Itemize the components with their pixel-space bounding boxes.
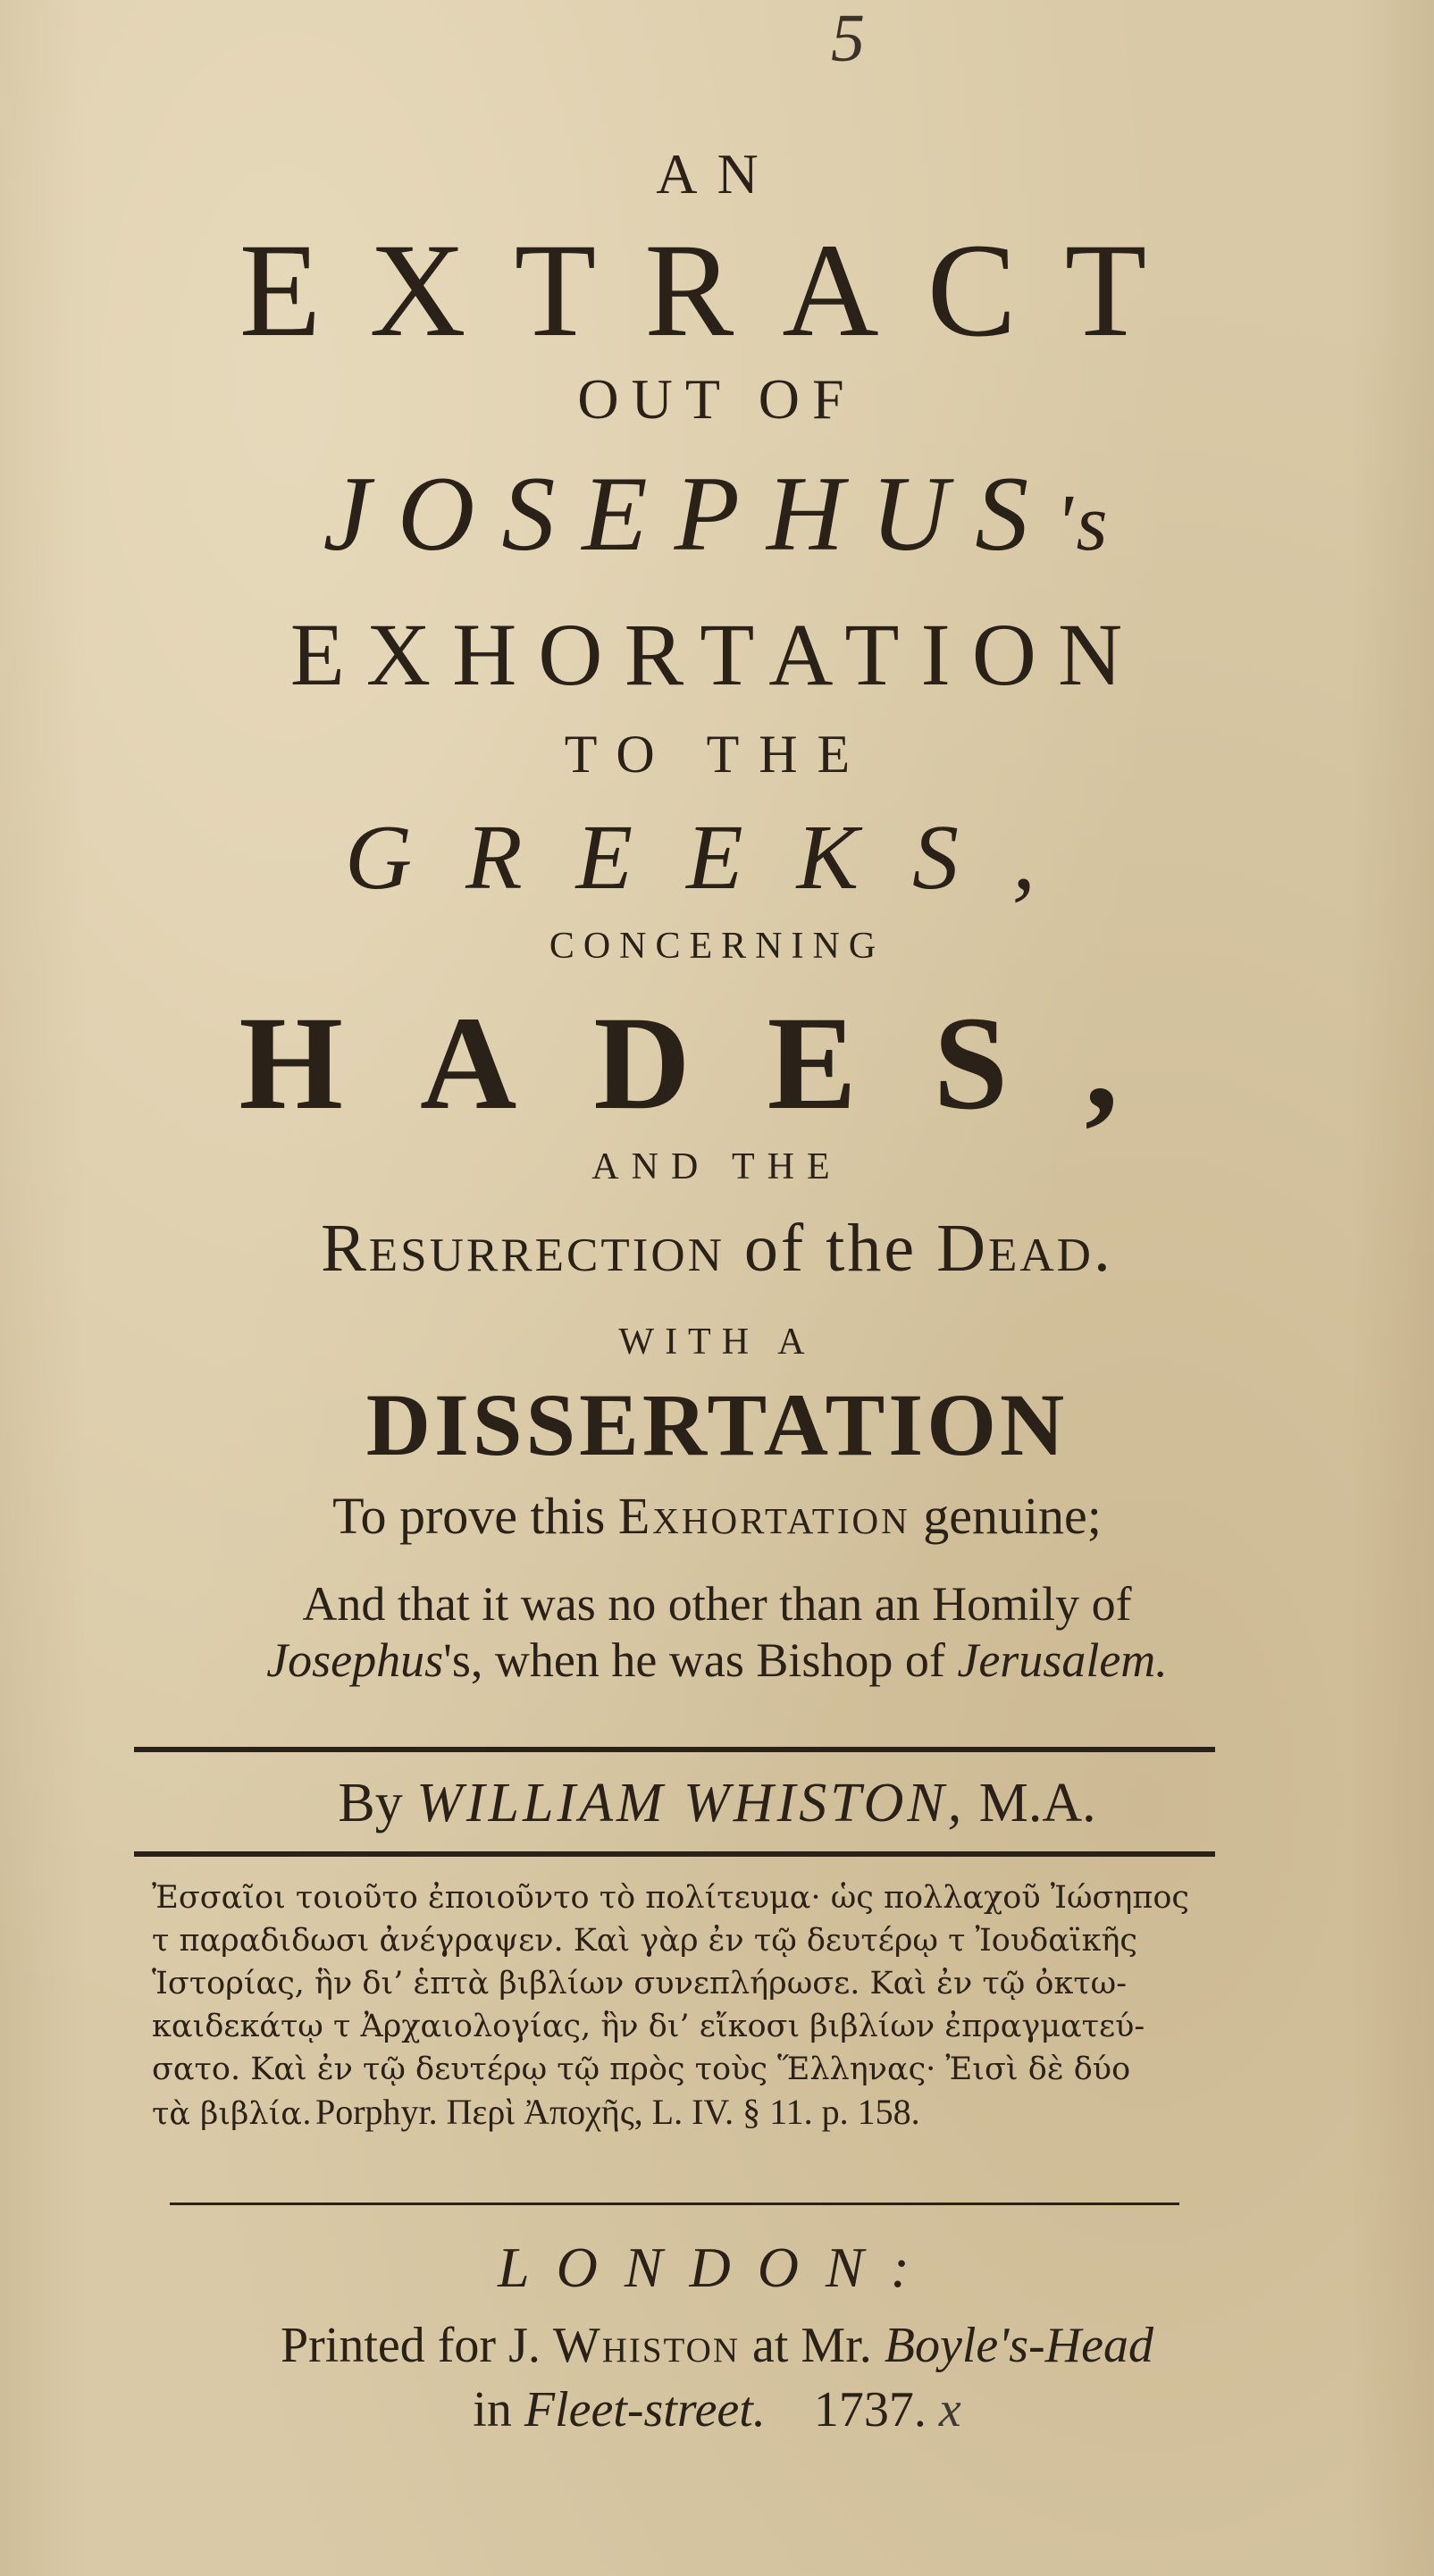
dissertation-line1-b: Exhortation xyxy=(617,1487,910,1545)
epigraph-line: καιδεκάτῳ τ Ἀρχαιολογίας, ἣν δι’ εἴκοσι βιβλίων ἐπραγματεύ- xyxy=(152,2009,1145,2044)
imprint-line2 xyxy=(0,2379,1434,2441)
epigraph-line: τὰ βιβλία. xyxy=(152,2096,312,2132)
dissertation-line1 xyxy=(0,1485,1434,1548)
imprint-line1-b: Whiston xyxy=(552,2318,741,2373)
byline-by: By xyxy=(338,1773,403,1833)
imprint-line1-d: Boyle's-Head xyxy=(884,2318,1153,2373)
title-concerning: CONCERNING xyxy=(549,926,885,967)
page-number: 5 xyxy=(831,1,865,76)
epigraph-citation: Porphyr. Περὶ Ἀποχῆς, L. IV. § 11. p. 158. xyxy=(314,2092,920,2132)
rule-above-imprint xyxy=(170,2203,1179,2205)
title-josephus-line xyxy=(0,451,1434,586)
title-resurrection: Resurrection xyxy=(321,1211,725,1286)
dissertation-line3 xyxy=(0,1631,1434,1690)
imprint-line2-b: Fleet-street. xyxy=(524,2382,766,2438)
dissertation-heading: DISSERTATION xyxy=(365,1375,1069,1474)
title-dead: Dead. xyxy=(936,1211,1113,1286)
imprint-line1-a: Printed for J. xyxy=(281,2318,541,2373)
imprint-line2-a: in xyxy=(473,2382,512,2438)
byline-author: WILLIAM WHISTON, xyxy=(416,1773,966,1833)
dissertation-line1-a: To prove this xyxy=(332,1487,606,1545)
title-exhortation: EXHORTATION xyxy=(289,605,1145,704)
rule-above-byline xyxy=(134,1747,1215,1752)
dissertation-line3-b: 's, when he was Bishop of xyxy=(443,1633,945,1687)
title-hades: HADES, xyxy=(239,989,1195,1137)
epigraph-line: τ παραδιδωσι ἀνέγραψεν. Καὶ γὰρ ἐν τῷ δευτέρῳ τ Ἰουδαϊκῆς xyxy=(152,1923,1138,1959)
imprint-line1-c: at Mr. xyxy=(752,2318,872,2373)
title-josephus: JOSEPHUS xyxy=(323,454,1056,573)
handwritten-mark: x xyxy=(938,2382,961,2438)
dissertation-line1-c: genuine; xyxy=(923,1487,1102,1545)
imprint-city: LONDON: xyxy=(498,2236,936,2299)
epigraph xyxy=(152,1876,1260,2135)
epigraph-line: Ἱστορίας, ἣν δι’ ἑπτὰ βιβλίων συνεπλήρωσε. Καὶ ἐν τῷ ὀκτω- xyxy=(152,1966,1128,2001)
dissertation-line2: And that it was no other than an Homily of xyxy=(302,1577,1132,1631)
title-and-the: AND THE xyxy=(591,1146,843,1187)
title-of-the: of the xyxy=(743,1211,918,1286)
title-josephus-suffix: 's xyxy=(1055,479,1111,567)
title-greeks: GREEKS, xyxy=(344,806,1090,909)
imprint-line1 xyxy=(0,2314,1434,2377)
dissertation-line3-a: Josephus xyxy=(266,1633,444,1687)
title-extract: EXTRACT xyxy=(239,216,1195,365)
epigraph-line: Ἐσσαῖοι τοιοῦτο ἐποιοῦντο τὸ πολίτευμα· ὡς πολλαχοῦ Ἰώσηπος xyxy=(152,1880,1190,1916)
byline xyxy=(0,1767,1434,1839)
imprint-year: 1737. xyxy=(813,2382,927,2438)
title-out-of: OUT OF xyxy=(577,367,857,431)
title-resurrection-line xyxy=(0,1208,1434,1288)
rule-below-byline xyxy=(134,1851,1215,1857)
byline-degree: M.A. xyxy=(978,1773,1096,1833)
dissertation-with-a: WITH A xyxy=(618,1322,816,1363)
dissertation-line3-c: Jerusalem. xyxy=(957,1633,1168,1687)
epigraph-line: σατο. Καὶ ἐν τῷ δευτέρῳ τῷ πρὸς τοὺς Ἕλληνας· Ἐισὶ δὲ δύο xyxy=(152,2052,1131,2087)
title-to-the: TO THE xyxy=(564,725,870,784)
title-an: AN xyxy=(656,142,778,206)
